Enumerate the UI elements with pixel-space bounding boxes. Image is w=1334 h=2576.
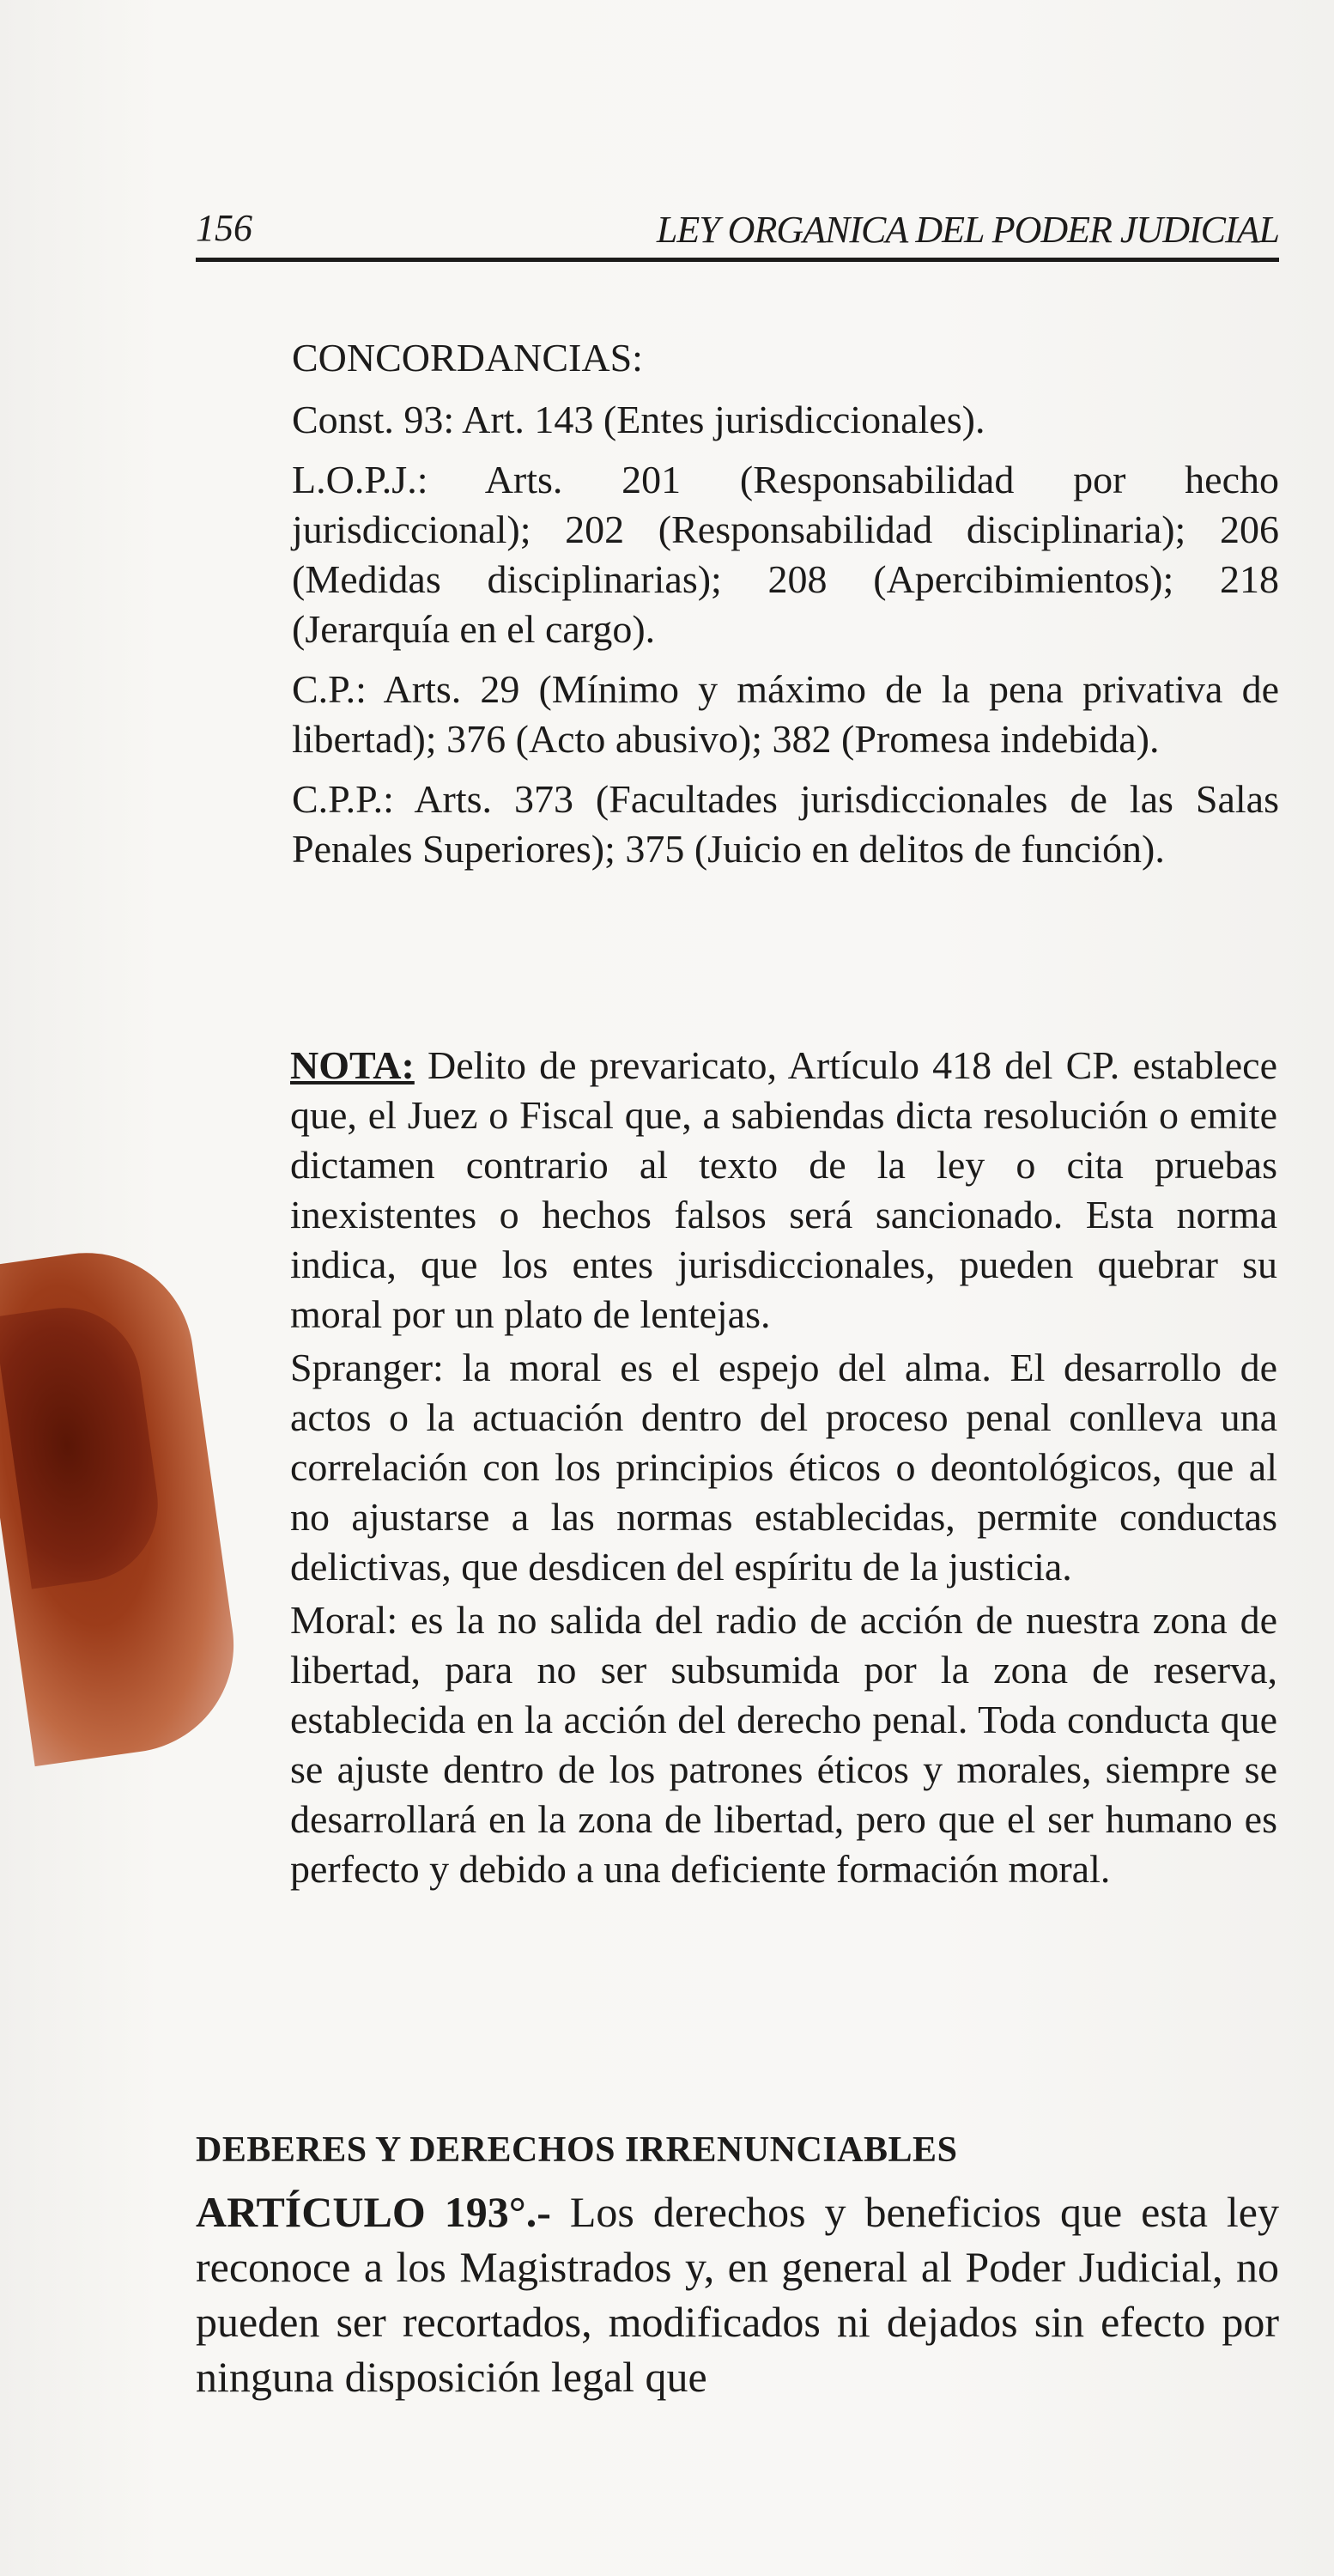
concordancias-list (292, 395, 1279, 884)
concordancia-cpp: C.P.P.: Arts. 373 (Facultades jurisdiccionales de las Salas Penales Superiores); 375 (Juicio en delitos de función). (292, 777, 1279, 871)
nota-text: Delito de prevaricato, Artículo 418 del CP. establece que, el Juez o Fiscal que, a sabiendas dicta resolución o emite dictamen contrario al texto de la ley o cita pruebas inexistentes o hechos falsos será sancionado. Esta norma indica, que los entes jurisdiccionales, pueden quebrar su moral por un plato de lentejas. (290, 1043, 1277, 1336)
page-header (196, 206, 1279, 258)
moral-paragraph: Moral: es la no salida del radio de acción de nuestra zona de libertad, para no ser subsumida por la zona de reserva, establecida en la acción del derecho penal. Toda conducta que se ajuste dentro de los patrones éticos y morales, siempre se desarrollará en la zona de libertad, pero que el ser humano es perfecto y debido a una deficiente formación moral. (290, 1598, 1277, 1891)
concordancia-lopj: L.O.P.J.: Arts. 201 (Responsabilidad por hecho jurisdiccional); 202 (Responsabilidad disciplinaria); 206 (Medidas disciplinarias); 208 (Apercibimientos); 218 (Jerarquía en el cargo). (292, 458, 1279, 651)
thumb-photo (0, 1239, 247, 1766)
page-number: 156 (196, 207, 252, 249)
concordancias-title: CONCORDANCIAS: (292, 336, 643, 380)
header-rule (196, 258, 1279, 262)
spranger-paragraph: Spranger: la moral es el espejo del alma. El desarrollo de actos o la actuación dentro del proceso penal conlleva una correlación con los principios éticos o deontológicos, que al no ajustarse a las normas establecidas, permite conductas delictivas, que desdicen del espíritu de la justicia. (290, 1346, 1277, 1589)
nota-block (290, 1041, 1277, 1898)
concordancia-cp: C.P.: Arts. 29 (Mínimo y máximo de la pena privativa de libertad); 376 (Acto abusivo); 382 (Promesa indebida). (292, 667, 1279, 761)
article-label: ARTÍCULO 193°.- (196, 2188, 551, 2236)
concordancia-const: Const. 93: Art. 143 (Entes jurisdiccionales). (292, 398, 985, 441)
thumbnail-nail (0, 1298, 167, 1589)
nota-label: NOTA: (290, 1043, 415, 1087)
nota-paragraph (290, 1041, 1277, 1340)
article-text: Los derechos y beneficios que esta ley reconoce a los Magistrados y, en general al Poder Judicial, no pueden ser recortados, modificados ni dejados sin efecto por ninguna disposición legal que (196, 2188, 1279, 2401)
article-193 (196, 2184, 1279, 2404)
running-title: LEY ORGANICA DEL PODER JUDICIAL (656, 209, 1279, 251)
section-title: DEBERES Y DERECHOS IRRENUNCIABLES (196, 2130, 958, 2170)
